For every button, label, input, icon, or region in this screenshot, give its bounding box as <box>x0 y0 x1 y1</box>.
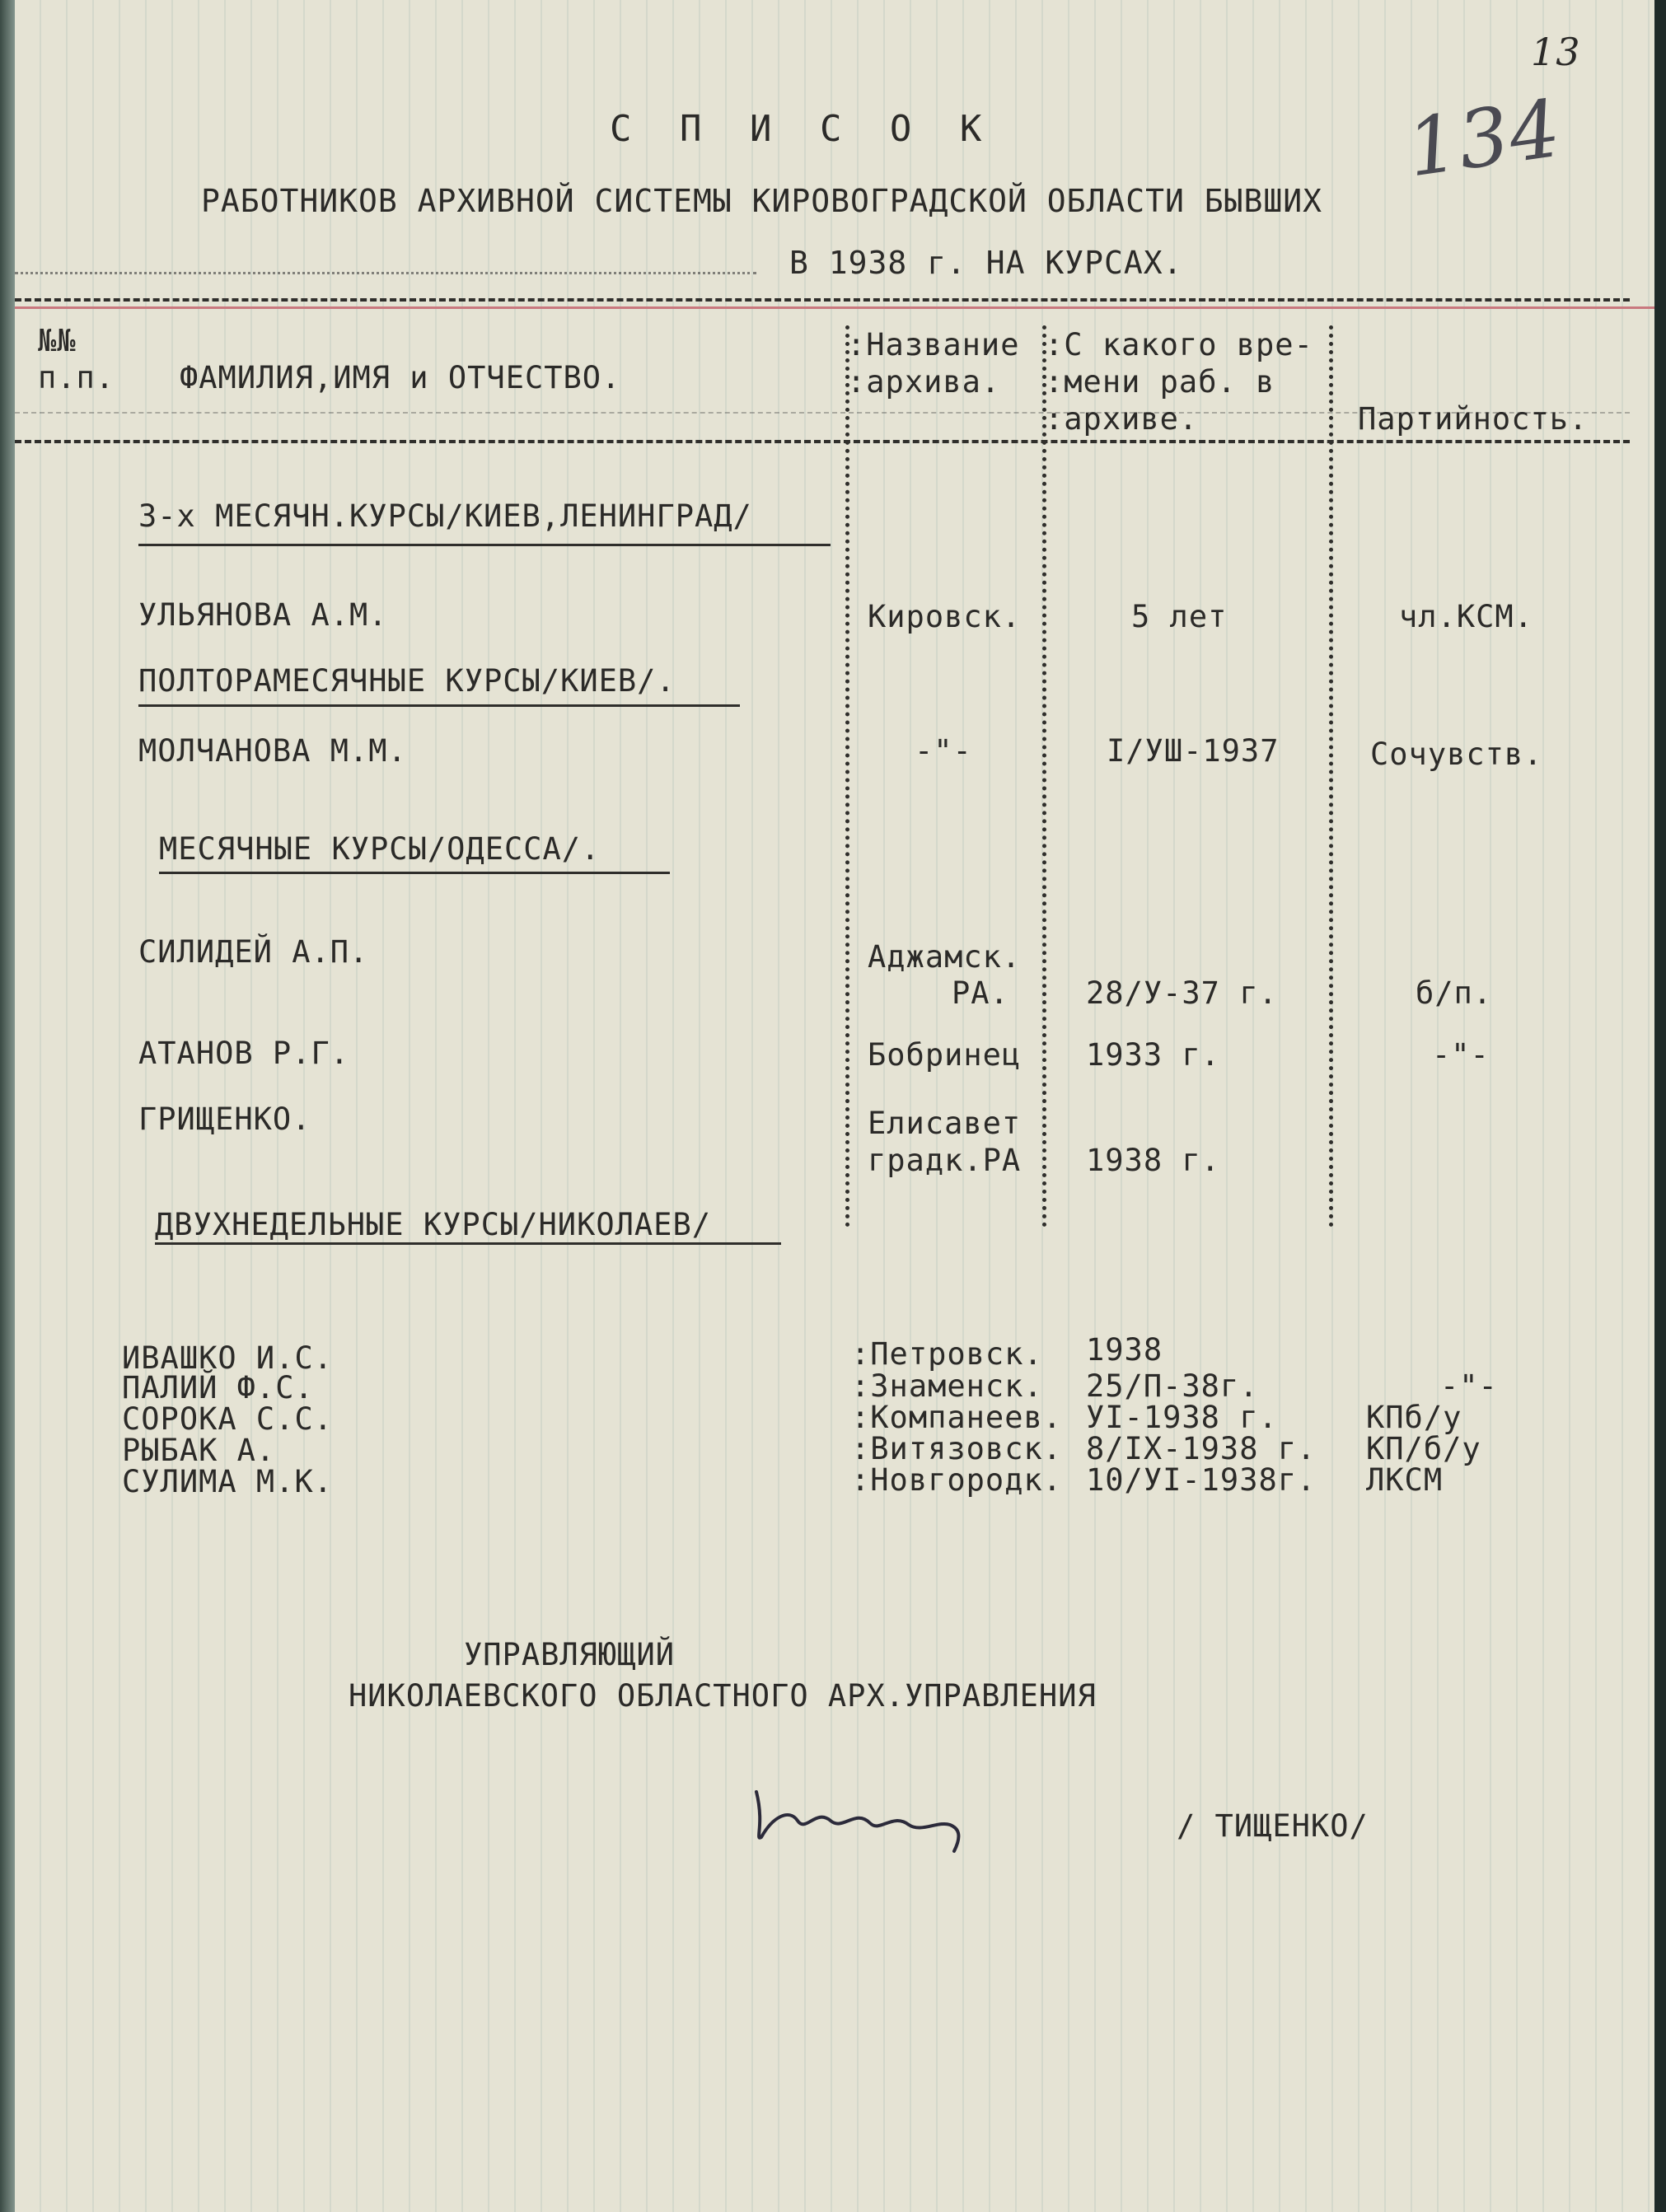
row-archive: -"- <box>915 733 972 769</box>
block-row-archive: :Знаменск. <box>851 1368 1043 1404</box>
signature <box>740 1775 979 1866</box>
block-row-name: ПАЛИЙ Ф.С. <box>122 1370 314 1405</box>
block-row-party: КПб/у <box>1366 1400 1462 1435</box>
block-row-archive: :Новгородк. <box>851 1462 1063 1498</box>
block-row-since: УI-1938 г. <box>1086 1400 1278 1435</box>
col-archive-line1: :Название <box>847 327 1020 362</box>
document-subtitle-line2: В 1938 г. НА КУРСАХ. <box>789 245 1183 281</box>
col-number-line1: №№ <box>38 323 77 358</box>
block-row-since: 1938 <box>1086 1332 1163 1368</box>
sheet-number: 13 <box>1531 30 1581 74</box>
block-row-archive: :Компанеев. <box>851 1400 1063 1435</box>
document-page <box>15 0 1654 2212</box>
row-since: 5 лет <box>1131 599 1228 634</box>
column-separator-party <box>1329 325 1333 1228</box>
section-title: 3-х МЕСЯЧН.КУРСЫ/КИЕВ,ЛЕНИНГРАД/ <box>138 498 752 534</box>
block-row-name: ИВАШКО И.С. <box>122 1340 334 1376</box>
block-row-name: СОРОКА С.С. <box>122 1401 334 1437</box>
block-row-party: КП/б/у <box>1366 1431 1481 1466</box>
row-archive-line2: градк.РА <box>868 1143 1022 1178</box>
row-archive: Кировск. <box>868 599 1022 634</box>
block-row-party: -"- <box>1440 1368 1498 1404</box>
column-separator-since <box>1042 325 1046 1228</box>
binding-edge <box>0 0 16 2212</box>
row-party: -"- <box>1432 1037 1490 1073</box>
row-name: МОЛЧАНОВА М.М. <box>138 733 407 769</box>
row-party: чл.КСМ. <box>1399 599 1533 634</box>
row-party: Сочувств. <box>1370 737 1543 772</box>
block-row-archive: :Витязовск. <box>851 1431 1063 1466</box>
section-underline <box>159 872 670 874</box>
col-archive-line2: :архива. <box>847 364 1001 400</box>
row-name: АТАНОВ Р.Г. <box>138 1036 350 1071</box>
row-party: б/п. <box>1416 975 1493 1011</box>
row-archive: Бобринец <box>868 1037 1022 1073</box>
document-title: С П И С О К <box>610 108 995 150</box>
col-since-line2: :мени раб. в <box>1045 364 1275 400</box>
section-title: ПОЛТОРАМЕСЯЧНЫЕ КУРСЫ/КИЕВ/. <box>138 663 676 699</box>
header-bottom-rule <box>15 440 1630 443</box>
block-row-archive: :Петровск. <box>851 1336 1043 1372</box>
block-row-since: 8/IX-1938 г. <box>1086 1431 1317 1466</box>
section-underline <box>138 704 740 707</box>
section-underline <box>138 544 831 546</box>
document-subtitle-line1: РАБОТНИКОВ АРХИВНОЙ СИСТЕМЫ КИРОВОГРАДСКОЙ ОБЛАСТИ БЫВШИХ <box>201 183 1323 219</box>
row-archive-line1: Елисавет <box>868 1106 1022 1141</box>
row-archive-line1: Аджамск. <box>868 939 1022 975</box>
row-name: УЛЬЯНОВА А.М. <box>138 597 388 633</box>
signatory-name: / ТИЩЕНКО/ <box>1177 1808 1369 1844</box>
row-since: 28/У-37 г. <box>1086 975 1278 1011</box>
row-since: 1938 г. <box>1086 1143 1220 1178</box>
section-underline <box>155 1242 781 1245</box>
row-since: 1933 г. <box>1086 1037 1220 1073</box>
dots-line <box>15 272 756 274</box>
top-dashed-rule <box>15 298 1630 302</box>
col-name-header: ФАМИЛИЯ,ИМЯ и ОТЧЕСТВО. <box>180 360 621 395</box>
block-row-since: 10/УI-1938г. <box>1086 1462 1317 1498</box>
row-name: СИЛИДЕЙ А.П. <box>138 934 369 970</box>
row-archive-line2: РА. <box>952 975 1009 1011</box>
col-number-line2: п.п. <box>38 360 115 395</box>
top-red-rule <box>15 306 1654 309</box>
footer-position: УПРАВЛЯЮЩИЙ <box>464 1637 676 1672</box>
col-since-line3: :архиве. <box>1045 401 1199 437</box>
row-name: ГРИЩЕНКО. <box>138 1101 311 1137</box>
block-row-name: РЫБАК А. <box>122 1433 276 1468</box>
section-title: МЕСЯЧНЫЕ КУРСЫ/ОДЕССА/. <box>159 831 601 867</box>
archive-number: 134 <box>1402 82 1567 195</box>
column-separator-archive <box>845 325 849 1228</box>
block-row-name: СУЛИМА М.К. <box>122 1464 334 1499</box>
col-since-line1: :С какого вре- <box>1045 327 1313 362</box>
col-party-header: Партийность. <box>1358 401 1589 437</box>
block-row-party: ЛКСМ <box>1366 1462 1444 1498</box>
row-since: I/УШ-1937 <box>1107 733 1280 769</box>
footer-organization: НИКОЛАЕВСКОГО ОБЛАСТНОГО АРХ.УПРАВЛЕНИЯ <box>349 1678 1097 1714</box>
section-title: ДВУХНЕДЕЛЬНЫЕ КУРСЫ/НИКОЛАЕВ/ <box>155 1207 712 1242</box>
block-row-since: 25/П-38г. <box>1086 1368 1259 1404</box>
